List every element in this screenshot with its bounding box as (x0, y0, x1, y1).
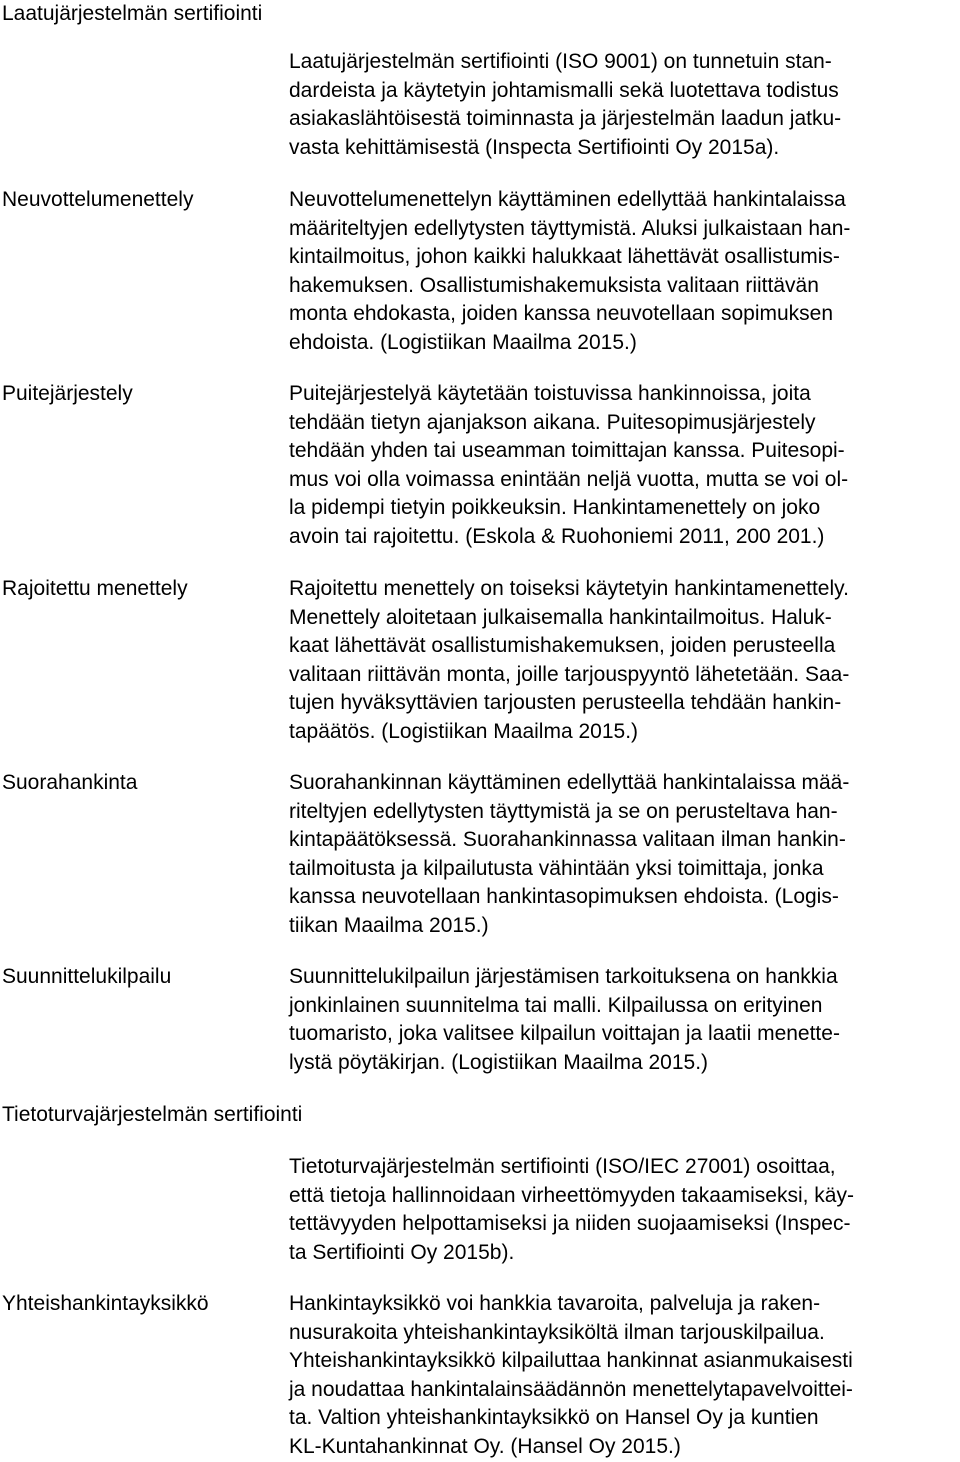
definition-line: Suorahankinnan käyttäminen edellyttää hankintalaissa mää- (289, 771, 850, 794)
definition-line: Rajoitettu menettely on toiseksi käytetyin hankintamenettely. (289, 577, 849, 600)
definition-line: valitaan riittävän monta, joille tarjouspyyntö lähetetään. Saa- (289, 662, 850, 686)
definition-line: riteltyjen edellytysten täyttymistä ja se on perusteltava han- (289, 799, 838, 823)
definition-line: jonkinlainen suunnitelma tai malli. Kilpailussa on erityinen (289, 993, 823, 1017)
definition-line: lystä pöytäkirjan. (Logistiikan Maailma 2015.) (289, 1050, 709, 1074)
definition-laatujarjestelman-sertifiointi (289, 48, 957, 162)
definition-line: vasta kehittämisestä (Inspecta Sertifiointi Oy 2015a). (289, 135, 780, 159)
definition-line: Neuvottelumenettelyn käyttäminen edellyttää hankintalaissa (289, 188, 846, 211)
definition-line: tuomaristo, joka valitsee kilpailun voittajan ja laatii menette- (289, 1022, 840, 1046)
definition-line: Laatujärjestelmän sertifiointi (ISO 9001) on tunnetuin stan- (289, 50, 832, 73)
definition-line: tailmoitusta ja kilpailutusta vähintään yksi toimittaja, jonka (289, 856, 824, 880)
definition-line: että tietoja hallinnoidaan virheettömyyden takaamiseksi, käy- (289, 1183, 854, 1207)
definition-suunnittelukilpailu (289, 963, 957, 1077)
definition-line: asiakaslähtöisestä toiminnasta ja järjestelmän laadun jatku- (289, 107, 842, 131)
definition-line: hakemuksen. Osallistumishakemuksista valitaan riittävän (289, 273, 819, 297)
definition-line: ja noudattaa hankintalainsäädännön menettelytapavelvoittei- (289, 1377, 853, 1401)
definition-line: Yhteishankintayksikkö kilpailuttaa hankinnat asianmukaisesti (289, 1349, 853, 1373)
definition-line: Puitejärjestelyä käytetään toistuvissa hankinnoissa, joita (289, 382, 811, 405)
term-suorahankinta: Suorahankinta (2, 771, 138, 794)
term-neuvottelumenettely: Neuvottelumenettely (2, 188, 194, 211)
definition-line: kaat lähettävät osallistumishakemuksen, joiden perusteella (289, 634, 836, 658)
term-tietoturvajarjestelman-sertifiointi: Tietoturvajärjestelmän sertifiointi (2, 1103, 303, 1126)
definition-line: ta. Valtion yhteishankintayksikkö on Hansel Oy ja kuntien (289, 1406, 819, 1430)
definition-suorahankinta (289, 769, 957, 941)
definition-rajoitettu-menettely (289, 575, 957, 747)
definition-line: tapäätös. (Logistiikan Maailma 2015.) (289, 719, 639, 743)
definition-line: tettävyyden helpottamiseksi ja niiden suojaamiseksi (Inspec- (289, 1212, 851, 1236)
definition-line: la pidempi tietyin poikkeuksin. Hankintamenettely on joko (289, 496, 821, 520)
definition-line: tiikan Maailma 2015.) (289, 913, 489, 937)
definition-tietoturvajarjestelman-sertifiointi (289, 1153, 957, 1267)
definition-line: monta ehdokasta, joiden kanssa neuvotellaan sopimuksen (289, 302, 834, 326)
definition-line: kintapäätöksessä. Suorahankinnassa valitaan ilman hankin- (289, 828, 846, 852)
definition-puitejarjestely (289, 380, 957, 552)
term-yhteishankintayksikko: Yhteishankintayksikkö (2, 1292, 209, 1315)
definition-line: tehdään tietyn ajanjakson aikana. Puitesopimusjärjestely (289, 410, 816, 434)
definition-line: tujen hyväksyttävien tarjousten perusteella tehdään hankin- (289, 691, 842, 715)
definition-neuvottelumenettely (289, 186, 957, 358)
term-suunnittelukilpailu: Suunnittelukilpailu (2, 965, 172, 988)
definition-line: ehdoista. (Logistiikan Maailma 2015.) (289, 330, 637, 354)
definition-line: tehdään yhden tai useamman toimittajan kanssa. Puitesopi- (289, 439, 845, 463)
definition-line: kanssa neuvotellaan hankintasopimuksen ehdoista. (Logis- (289, 885, 839, 909)
definition-line: kintailmoitus, johon kaikki halukkaat lähettävät osallistumis- (289, 245, 840, 269)
definition-line: avoin tai rajoitettu. (Eskola & Ruohoniemi 2011, 200 201.) (289, 524, 825, 548)
definition-line: määriteltyjen edellytysten täyttymistä. Aluksi julkaistaan han- (289, 216, 851, 240)
definition-line: Suunnittelukilpailun järjestämisen tarkoituksena on hankkia (289, 965, 838, 988)
definition-line: Tietoturvajärjestelmän sertifiointi (ISO/IEC 27001) osoittaa, (289, 1155, 836, 1178)
definition-line: Menettely aloitetaan julkaisemalla hankintailmoitus. Haluk- (289, 605, 832, 629)
definition-line: mus voi olla voimassa enintään neljä vuotta, mutta se voi ol- (289, 467, 849, 491)
definition-line: Hankintayksikkö voi hankkia tavaroita, palveluja ja raken- (289, 1292, 821, 1315)
term-puitejarjestely: Puitejärjestely (2, 382, 133, 405)
definition-line: dardeista ja käytetyin johtamismalli sekä luotettava todistus (289, 78, 839, 102)
definition-yhteishankintayksikko (289, 1290, 957, 1462)
term-rajoitettu-menettely: Rajoitettu menettely (2, 577, 188, 600)
term-laatujarjestelman-sertifiointi: Laatujärjestelmän sertifiointi (2, 2, 263, 25)
definition-line: KL-Kuntahankinnat Oy. (Hansel Oy 2015.) (289, 1434, 681, 1458)
definition-line: nusurakoita yhteishankintayksiköltä ilman tarjouskilpailua. (289, 1320, 825, 1344)
definition-line: ta Sertifiointi Oy 2015b). (289, 1240, 515, 1264)
